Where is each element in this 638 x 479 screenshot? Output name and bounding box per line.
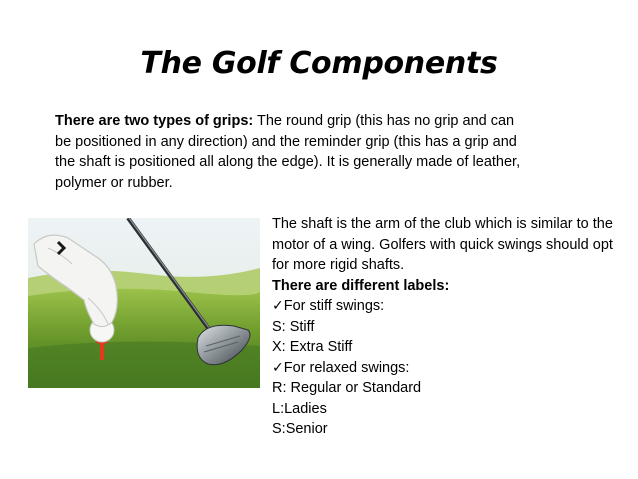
label-item-stiff: S: Stiff (272, 318, 315, 335)
label-item-ladies: L:Ladies (272, 400, 327, 417)
label-item-regular: R: Regular or Standard (272, 380, 422, 396)
shaft-description: The shaft is the arm of the club which is similar to the motor of a wing. Golfers with quick swings should opt for more rigid shafts. (272, 216, 613, 273)
slide-title: The Golf Components (140, 46, 498, 81)
relaxed-swings-heading: ✓For relaxed swings: (272, 359, 410, 376)
checkmark-icon: ✓ (272, 359, 284, 376)
label-item-senior: S:Senior (272, 421, 328, 437)
shaft-section (272, 214, 632, 440)
checkmark-icon: ✓ (272, 298, 284, 314)
label-item-extra-stiff: X: Extra Stiff (272, 339, 353, 355)
grips-lead: There are two types of grips: (55, 113, 254, 129)
grips-paragraph (55, 111, 525, 193)
grips-text: The round grip (this has no grip and can be positioned in any direction) and the reminder grip (this has a grip and the shaft is positioned all along the edge). It is generally made of leather, polymer or rubber. (55, 113, 521, 191)
golf-photo (28, 218, 260, 388)
labels-heading: There are different labels: (272, 277, 450, 294)
stiff-swings-heading: ✓For stiff swings: (272, 298, 385, 314)
golf-glove-tee-club-photo-icon (28, 218, 260, 388)
